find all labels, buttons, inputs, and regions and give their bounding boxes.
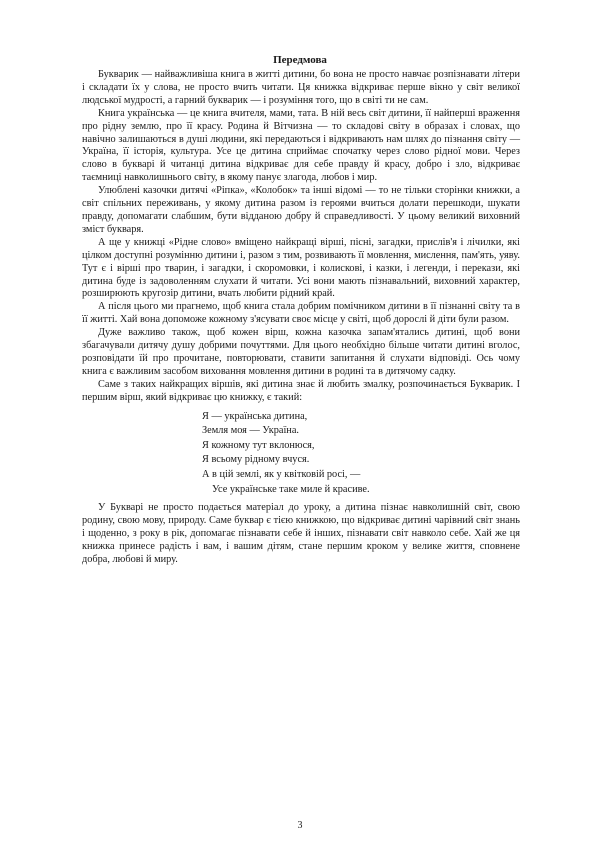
poem-line: Усе українське таке миле й красиве. xyxy=(212,483,370,495)
paragraph: Букварик — найважливіша книга в житті дитини, бо вона не просто навчає розпізнавати літери і складати їх у слова, не просто вчить читати. Ця книжка відкриває перше вікно у світ великої людської мудрості, а гарний букварик — і розуміння того, що в світі ти не сам. xyxy=(82,69,520,106)
paragraph: Улюблені казочки дитячі «Ріпка», «Колобок» та інші відомі — то не тільки сторінки книжки, а світ спільних переживань, у якому дитина разом із героями вчиться долати перешкоди, шукати правду, допомагати слабшим, бути відданою добру й справедливості. У цьому великий виховний зміст букваря. xyxy=(82,185,520,235)
poem-line: Я — українська дитина, xyxy=(202,410,308,422)
paragraph: А ще у книжці «Рідне слово» вміщено найкращі вірші, пісні, загадки, прислів'я і лічилки, які цілком доступні розумінню дитини і, разом з тим, розвивають її мовлення, мислення, пам'ять, уяву. Тут є і вірші про тварин, і загадки, і скоромовки, і колискові, і казки, і легенди, і перекази, які дитина буде із задоволенням слухати й читати. Усі вони мають пізнавальний, виховний характер, розширюють кругозір дитини, вчать любити рідний край. xyxy=(82,236,520,300)
poem-line: Я кожному тут вклонюся, xyxy=(202,439,315,451)
poem xyxy=(202,410,520,498)
paragraph: У Букварі не просто подається матеріал до уроку, а дитина пізнає навколишній світ, свою родину, свою мову, природу. Саме буквар є тією книжкою, що відкриває дитині чарівний світ знань і щоденно, з року в рік, допомагає пізнавати себе й інших, пізнавати світ навколо себе. Хай же ця книжка принесе радість і вам, і вашим дітям, стане першим кроком у велике життя, сповнене добра, любові й миру. xyxy=(82,502,520,565)
paragraph: А після цього ми прагнемо, щоб книга стала добрим помічником дитини в її пізнанні світу та в її житті. Хай вона допоможе кожному з'ясувати своє місце у світі, щоб дорослі й діти були разом. xyxy=(82,301,520,326)
poem-line: Я всьому рідному вчуся. xyxy=(202,454,310,466)
paragraph: Саме з таких найкращих віршів, які дитина знає й любить змалку, розпочинається Букварик. І першим вірш, який відкриває цю книжку, є такий: xyxy=(82,378,520,403)
paragraph: Книга українська — це книга вчителя, мами, тата. В ній весь світ дитини, її найперші враження про рідну землю, про її красу. Родина й Вітчизна — то складові світу в образах і словах, що навічно залишаються в душі людини, які передаються і відкривають нам шлях до пізнання світу — Україна, її історія, культура. Усе це дитина сприймає спочатку через слово рідної мови. Через слово в букварі й читанці дитина відкриває для себе правду й красу, добро і зло, відкриває таємниці навколишнього світу, в якому панує злагода, любов і мир. xyxy=(82,107,520,184)
paragraph: Дуже важливо також, щоб кожен вірш, кожна казочка запам'ятались дитині, щоб вони збагачували дитячу душу добрими почуттями. Для цього необхідно більше читати дитині вголос, розповідати їй про прочитане, повторювати, ставити запитання й слухати відповіді. Ось чому книга є важливим засобом виховання мовлення дитини в родині та в дитячому садку. xyxy=(82,327,520,377)
body-text xyxy=(82,69,520,567)
poem-line: А в цій землі, як у квітковій росі, — xyxy=(202,468,361,480)
page-number: 3 xyxy=(297,820,303,831)
page-heading: Передмова xyxy=(273,54,327,66)
poem-line: Земля моя — Україна. xyxy=(202,425,299,437)
